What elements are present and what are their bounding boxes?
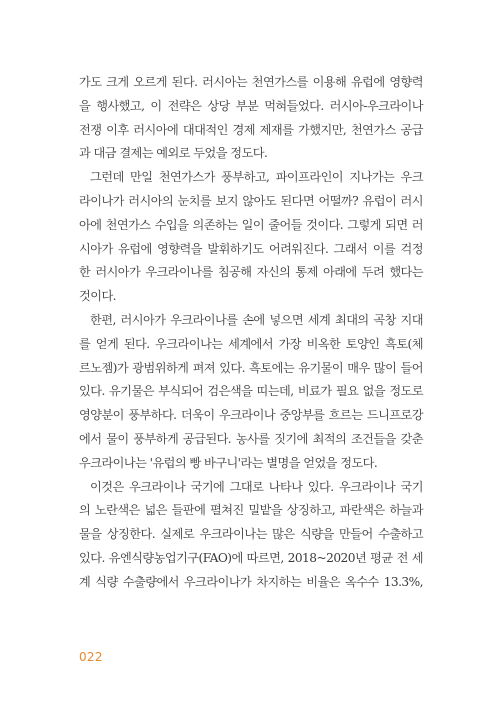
text-line: 물을 상징한다. 실제로 우크라이나는 많은 식량을 만들어 수출하고 — [79, 527, 423, 542]
text-line: 에서 물이 풍부하게 공급된다. 농사를 짓기에 최적의 조건들을 갖춘 — [79, 431, 423, 446]
text-line: 을 행사했고, 이 전략은 상당 부분 먹혀들었다. 러시아-우크라이나 — [79, 98, 423, 113]
text-line: 시아가 유럽에 영향력을 발휘하기도 어려워진다. 그래서 이를 걱정 — [79, 241, 423, 256]
text-line: 를 얻게 된다. 우크라이나는 세계에서 가장 비옥한 토양인 흑토(체 — [79, 336, 423, 351]
body-text — [79, 71, 423, 595]
text-line: 르노젬)가 광범위하게 펴져 있다. 흑토에는 유기물이 매우 많이 들어 — [79, 360, 423, 375]
text-line: 한 러시아가 우크라이나를 침공해 자신의 통제 아래에 두려 했다는 — [79, 265, 423, 280]
text-line: 전쟁 이후 러시아에 대대적인 경제 제재를 가했지만, 천연가스 공급 — [79, 122, 423, 137]
text-line: 라이나가 러시아의 눈치를 보지 않아도 된다면 어떨까? 유럽이 러시 — [79, 193, 423, 208]
text-line: 것이다. — [79, 289, 116, 304]
paragraph-start-line: 그런데 만일 천연가스가 풍부하고, 파이프라인이 지나가는 우크 — [90, 170, 423, 185]
page-number: 022 — [79, 650, 103, 664]
text-line: 아에 천연가스 수입을 의존하는 일이 줄어들 것이다. 그렇게 되면 러 — [79, 217, 423, 232]
text-line: 있다. 유엔식량농업기구(FAO)에 따르면, 2018~2020년 평균 전 세 — [79, 550, 423, 565]
text-line: 과 대금 결제는 예외로 두었을 정도다. — [79, 146, 268, 161]
text-line: 가도 크게 오르게 된다. 러시아는 천연가스를 이용해 유럽에 영향력 — [79, 75, 423, 89]
text-line: 계 식량 수출량에서 우크라이나가 차지하는 비율은 옥수수 13.3%, — [79, 574, 423, 589]
text-line: 영양분이 풍부하다. 더욱이 우크라이나 중앙부를 흐르는 드니프로강 — [79, 408, 423, 423]
text-line: 있다. 유기물은 부식되어 검은색을 띠는데, 비료가 필요 없을 정도로 — [79, 384, 423, 399]
paragraph-start-line: 이것은 우크라이나 국기에 그대로 나타나 있다. 우크라이나 국기 — [90, 479, 423, 494]
paragraph-start-line: 한편, 러시아가 우크라이나를 손에 넣으면 세계 최대의 곡창 지대 — [90, 312, 423, 327]
text-line: 의 노란색은 넓은 들판에 펼쳐진 밀밭을 상징하고, 파란색은 하늘과 — [79, 503, 423, 518]
text-line: 우크라이나는 '유럽의 빵 바구니'라는 별명을 얻었을 정도다. — [79, 455, 378, 470]
